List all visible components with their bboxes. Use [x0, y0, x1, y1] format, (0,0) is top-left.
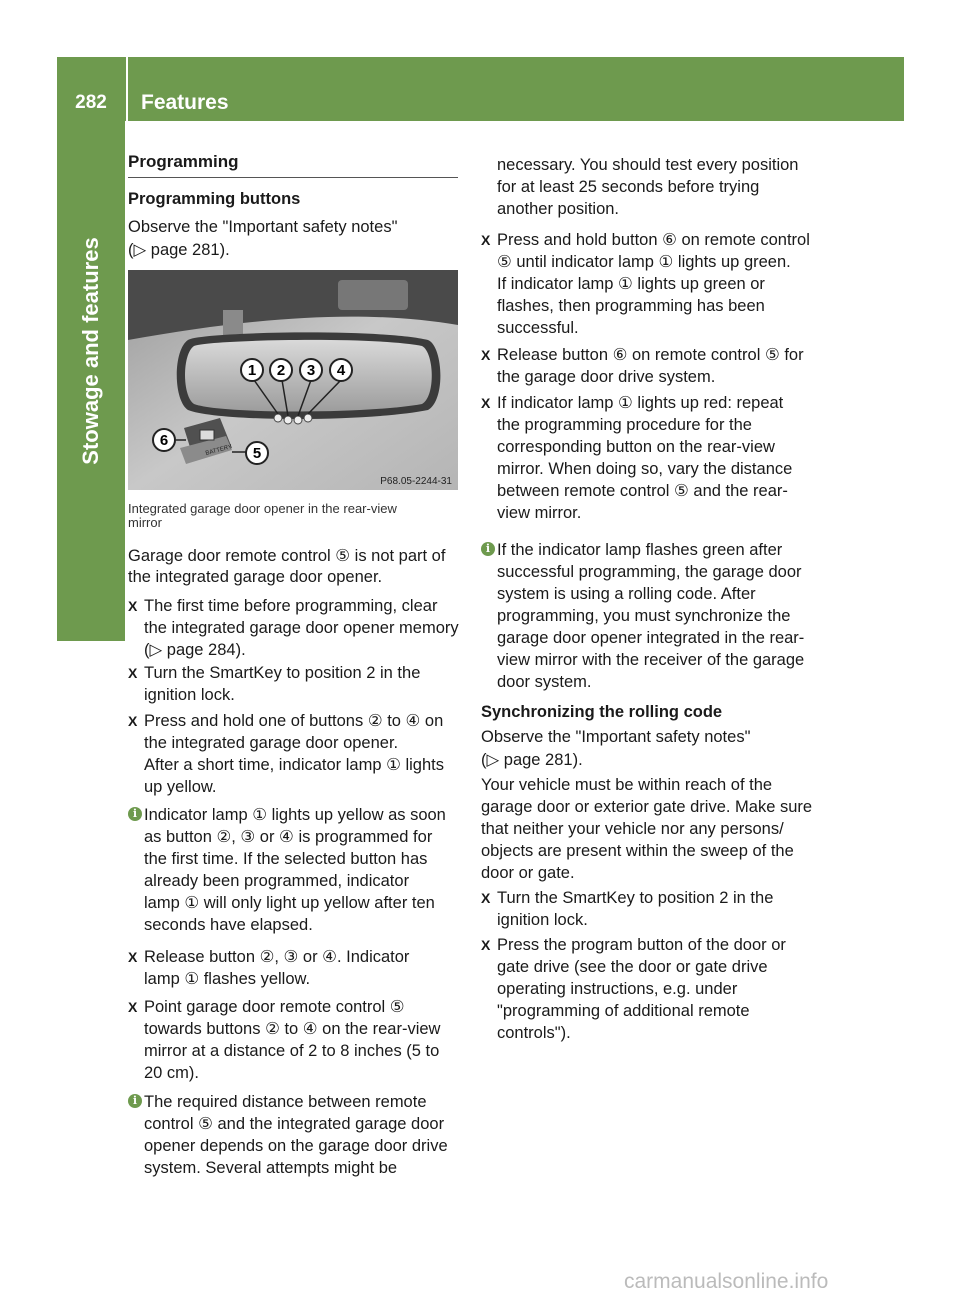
photo-label-3: 3 — [306, 362, 316, 379]
sync-intro-2[interactable]: (▷ page 281). — [481, 751, 583, 769]
step-sync-smartkey: X Turn the SmartKey to position 2 in the ignition lock. — [481, 889, 774, 929]
photo-code: P68.05-2244-31 — [380, 476, 452, 487]
photo-label-2: 2 — [276, 362, 286, 379]
caption-line-1: Integrated garage door opener in the rear-view — [128, 501, 397, 516]
side-tab-block — [57, 586, 125, 641]
step-arrow-icon: X — [128, 949, 138, 965]
intro-line-2[interactable]: (▷ page 281). — [128, 241, 230, 259]
watermark: carmanualsonline.info — [624, 1270, 829, 1293]
info-icon: i — [481, 542, 495, 556]
step-release-button: X Release button ②, ③ or ④. Indicator lamp ① flashes yellow. — [128, 948, 410, 988]
photo-label-4: 4 — [336, 362, 346, 379]
page-number: 282 — [75, 92, 107, 113]
intro-line-1: Observe the "Important safety notes" — [128, 218, 398, 236]
step-smartkey: X Turn the SmartKey to position 2 in the ignition lock. — [128, 664, 421, 704]
step-program-button: X Press the program button of the door or gate drive (see the door or gate drive operating instructions, e.g. under "programming of additional remote controls"). — [481, 936, 786, 1042]
step-arrow-icon: X — [481, 232, 491, 248]
step-arrow-icon: X — [128, 598, 138, 614]
right-continuation: necessary. You should test every position for at least 25 seconds before trying another position. — [497, 156, 799, 218]
info-icon: i — [128, 807, 142, 821]
photo-label-6: 6 — [159, 432, 169, 449]
note-distance: i The required distance between remote control ⑤ and the integrated garage door opener depends on the garage door drive system. Several attempts might be — [128, 1091, 448, 1179]
step-point-remote: X Point garage door remote control ⑤ towards buttons ② to ④ on the rear-view mirror at a distance of 2 to 8 inches (5 to 20 cm). — [128, 998, 441, 1082]
caption-line-2: mirror — [128, 515, 162, 530]
step-arrow-icon: X — [128, 713, 138, 729]
step-arrow-icon: X — [481, 347, 491, 363]
step-red-repeat: X If indicator lamp ① lights up red: repeat the programming procedure for the corresponding button on the rear-view mirror. When doing so, vary the distance between remote control ⑤ and the rear- view mirror. — [481, 394, 793, 522]
note-indicator-yellow: i Indicator lamp ① lights up yellow as soon as button ②, ③ or ④ is programmed for the first time. If the selected button has already been programmed, indicator lamp ① will only light up yellow after ten seconds have elapsed. — [128, 804, 446, 936]
para-line-1: Garage door remote control ⑤ is not part of — [128, 547, 446, 565]
sync-intro-1: Observe the "Important safety notes" — [481, 728, 751, 746]
step-arrow-icon: X — [481, 937, 491, 953]
step-arrow-icon: X — [128, 999, 138, 1015]
step-arrow-icon: X — [481, 395, 491, 411]
sync-paragraph: Your vehicle must be within reach of the garage door or exterior gate drive. Make sure that neither your vehicle nor any persons/ objects are present within the sweep of the door or gate. — [481, 776, 813, 882]
remote-battery-text: BATTERY — [204, 444, 233, 457]
step-press-hold: X Press and hold one of buttons ② to ④ on the integrated garage door opener. After a short time, indicator lamp ① lights up yellow. — [128, 712, 444, 796]
info-icon: i — [128, 1094, 142, 1108]
heading-programming: Programming — [128, 152, 239, 171]
step-press-remote: X Press and hold button ⑥ on remote control ⑤ until indicator lamp ① lights up green. If indicator lamp ① lights up green or flashes, then programming has been successful. — [481, 231, 810, 337]
para-line-2: the integrated garage door opener. — [128, 568, 383, 586]
step-clear-memory: X The first time before programming, clear the integrated garage door opener memory (▷ page 284). — [128, 597, 459, 659]
note-rolling-code: i If the indicator lamp flashes green after successful programming, the garage door system is using a rolling code. After programming, you must synchronize the garage door opener integrated in the rear- view mirror with the receiver of the garage door system. — [481, 539, 804, 693]
header-divider — [126, 57, 128, 121]
heading-rule — [128, 177, 458, 178]
photo-label-1: 1 — [247, 362, 257, 379]
section-title: Features — [141, 91, 229, 114]
side-tab-label: Stowage and features — [78, 237, 103, 465]
step-arrow-icon: X — [481, 890, 491, 906]
subheading-programming-buttons: Programming buttons — [128, 190, 301, 208]
step-arrow-icon: X — [128, 665, 138, 681]
photo-label-5: 5 — [252, 445, 262, 462]
subheading-rolling-code: Synchronizing the rolling code — [481, 703, 723, 721]
step-release-remote: X Release button ⑥ on remote control ⑤ for the garage door drive system. — [481, 346, 804, 386]
mirror-photo — [128, 270, 458, 490]
